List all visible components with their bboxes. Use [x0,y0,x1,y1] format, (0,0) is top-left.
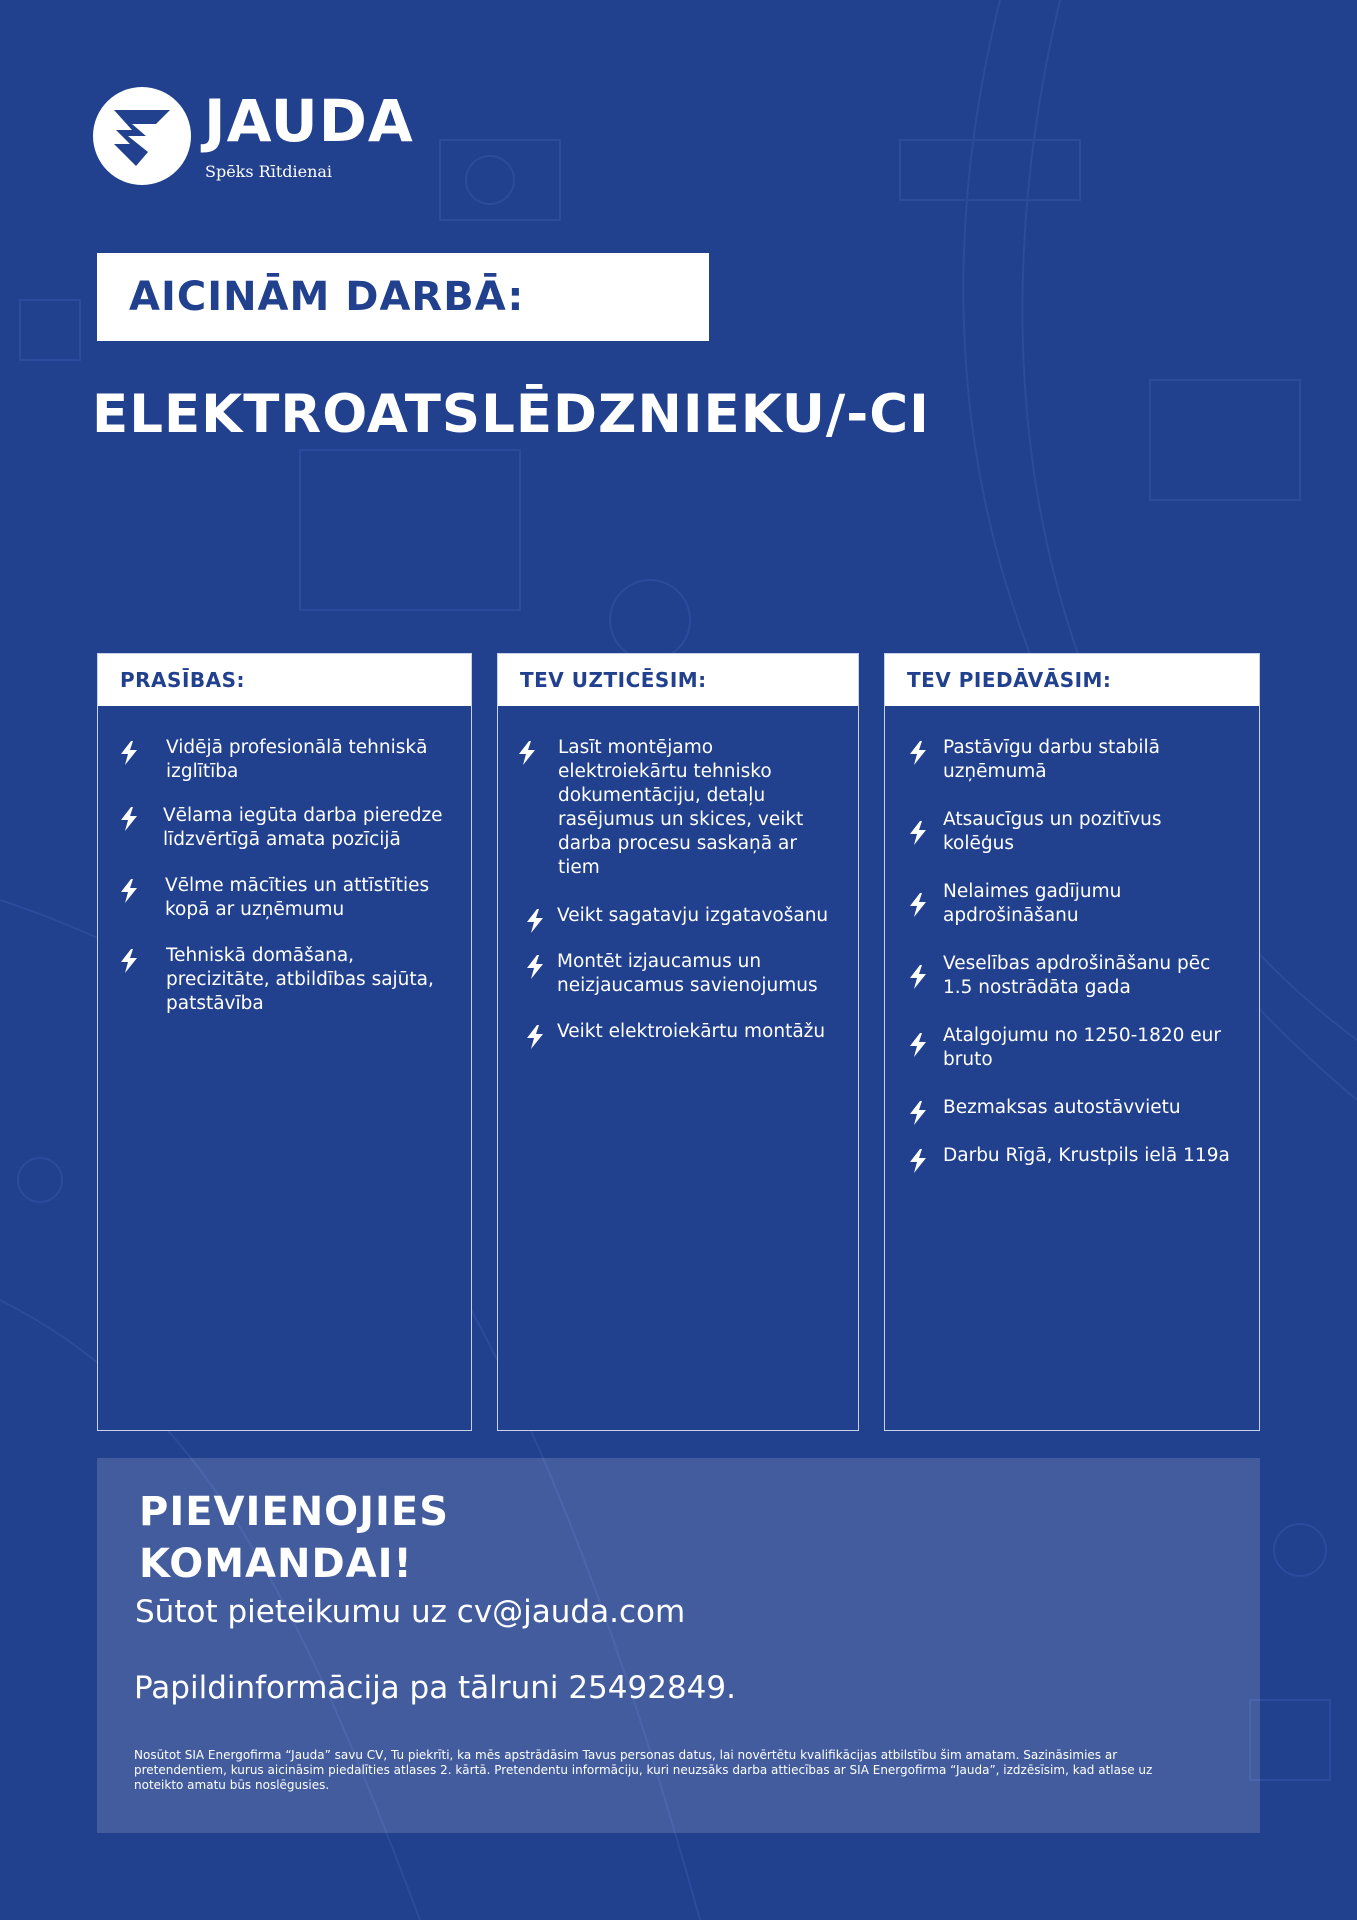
item-line: kopā ar uzņēmumu [165,899,345,920]
lightning-bolt-icon [524,908,546,934]
item-line: Tehniskā domāšana, [166,945,355,966]
lightning-bolt-icon [907,740,929,766]
item-line: Lasīt montējamo [558,737,714,758]
brand-logo [92,86,472,186]
item-line: Bezmaksas autostāvvietu [943,1097,1181,1118]
item-line: precizitāte, atbildības sajūta, [166,969,434,990]
item-line: Vidējā profesionālā tehniskā [166,737,428,758]
item-line: neizjaucamus savienojumus [557,975,818,996]
requirements-panel [97,653,472,1431]
item-line: darba procesu saskaņā ar [558,833,797,854]
lightning-bolt-icon [118,740,140,766]
disclaimer-line: noteikto amatu būs noslēgusies. [134,1778,330,1792]
benefits-panel [884,653,1260,1431]
disclaimer-line: pretendentiem, kurus aicināsim piedalīties atlases 2. kārtā. Pretendentu informāciju, kuri neuzsāks darba attiecības ar SIA Energofirma “Jauda”, izdzēsīsim, kad atlase uz [134,1763,1153,1777]
benefits-title: TEV PIEDĀVĀSIM: [907,668,1112,692]
application-email-text: Sūtot pieteikumu uz cv@jauda.com [135,1594,686,1630]
contact-phone-text: Papildinformācija pa tālruni 25492849. [134,1670,736,1706]
responsibilities-title: TEV UZTICĒSIM: [520,668,707,692]
responsibilities-header [498,654,858,706]
disclaimer-line: Nosūtot SIA Energofirma “Jauda” savu CV, Tu piekrīti, ka mēs apstrādāsim Tavus personas datus, lai novērtētu kvalifikācijas atbilstību šim amatam. Sazināsimies ar [134,1748,1118,1762]
lightning-bolt-icon [907,892,929,918]
item-line: tiem [558,857,600,878]
lightning-bolt-icon [907,1148,929,1174]
invite-banner [97,253,709,341]
lightning-bolt-icon [118,948,140,974]
join-title [139,1486,449,1590]
benefits-header [885,654,1259,706]
invite-label: AICINĀM DARBĀ: [129,274,525,320]
lightning-bolt-icon [118,806,140,832]
item-line: rasējumus un skices, veikt [558,809,804,830]
item-line: izglītība [166,761,239,782]
item-line: līdzvērtīgā amata pozīcijā [163,829,401,850]
item-line: uzņēmumā [943,761,1047,782]
privacy-disclaimer [134,1748,1224,1793]
brand-name: JAUDA [204,87,414,155]
item-line: Pastāvīgu darbu stabilā [943,737,1160,758]
brand-tagline: Spēks Rītdienai [205,162,333,181]
responsibilities-panel [497,653,859,1431]
item-line: Veikt sagatavju izgatavošanu [557,905,829,926]
item-line: elektroiekārtu tehnisko [558,761,772,782]
lightning-bolt-icon [907,820,929,846]
item-line: dokumentāciju, detaļu [558,785,766,806]
requirements-header [98,654,471,706]
item-line: kolēģus [943,833,1015,854]
join-title-line: PIEVIENOJIES [139,1489,450,1535]
lightning-bolt-icon [524,954,546,980]
item-line: Vēlama iegūta darba pieredze [163,805,443,826]
item-line: Veselības apdrošināšanu pēc [943,953,1211,974]
requirements-title: PRASĪBAS: [120,668,246,692]
lightning-bolt-icon [524,1024,546,1050]
join-team-panel [97,1458,1260,1833]
lightning-bolt-icon [907,1032,929,1058]
item-line: Montēt izjaucamus un [557,951,762,972]
item-line: Atsaucīgus un pozitīvus [943,809,1162,830]
item-line: 1.5 nostrādāta gada [943,977,1131,998]
lightning-bolt-icon [516,740,538,766]
join-title-line: KOMANDAI! [139,1541,413,1587]
item-line: Atalgojumu no 1250-1820 eur [943,1025,1221,1046]
position-title: ELEKTROATSLĒDZNIEKU/-CI [92,384,930,445]
jauda-logo-icon [92,86,192,186]
item-line: patstāvība [166,993,264,1014]
lightning-bolt-icon [907,964,929,990]
item-line: Darbu Rīgā, Krustpils ielā 119a [943,1145,1230,1166]
item-line: Nelaimes gadījumu [943,881,1122,902]
item-line: apdrošināšanu [943,905,1079,926]
lightning-bolt-icon [118,878,140,904]
item-line: bruto [943,1049,993,1070]
lightning-bolt-icon [907,1100,929,1126]
item-line: Vēlme mācīties un attīstīties [165,875,430,896]
item-line: Veikt elektroiekārtu montāžu [557,1021,826,1042]
